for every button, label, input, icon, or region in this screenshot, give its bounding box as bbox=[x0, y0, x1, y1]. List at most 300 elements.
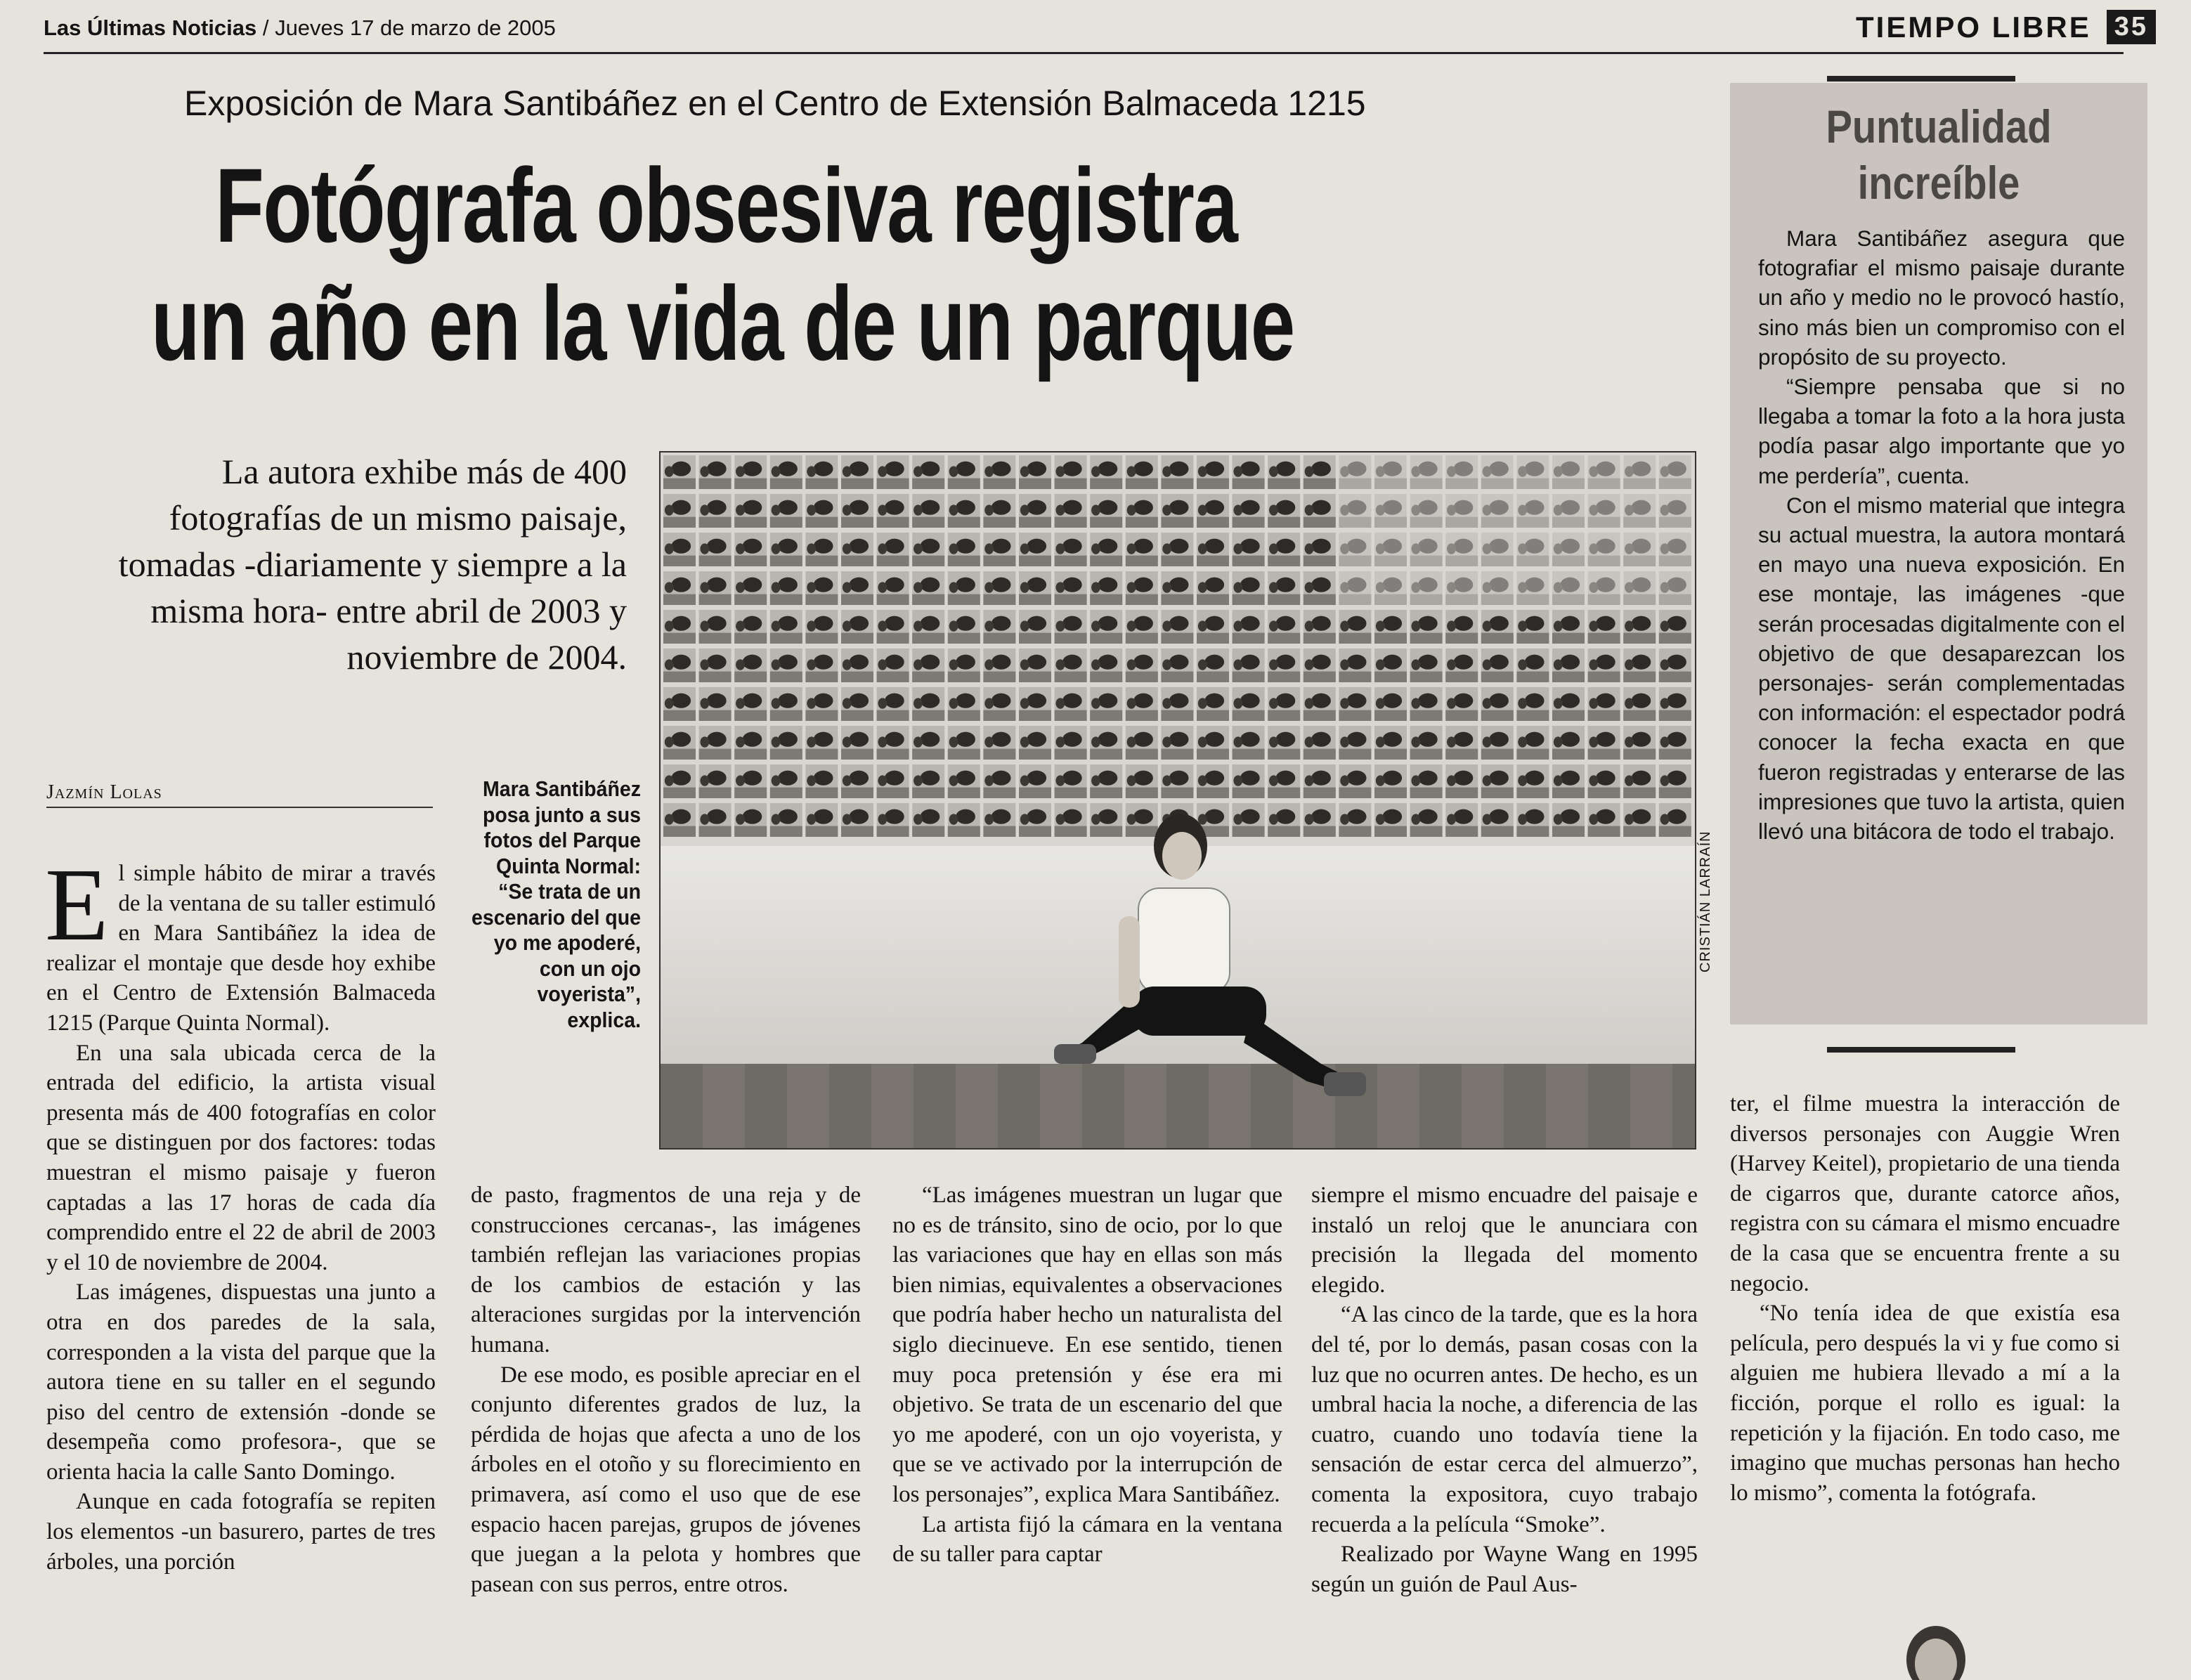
tree-photo-thumbnail bbox=[805, 726, 838, 760]
tree-photo-thumbnail bbox=[1126, 571, 1158, 605]
tree-photo-thumbnail bbox=[1623, 571, 1656, 605]
paragraph: “No tenía idea de que existía esa película, pero después la vi y fue como si alguien me hubiera llevado a mí a la ficción, porque el rollo es igual: la repetición y la fijación. En todo caso, me imagino que muchas personas han hecho lo mismo”, comenta la fotógrafa. bbox=[1730, 1301, 2120, 1506]
tree-photo-thumbnail bbox=[912, 687, 944, 721]
tree-photo-thumbnail bbox=[1659, 649, 1691, 682]
tree-photo-thumbnail bbox=[912, 726, 944, 760]
column-5 bbox=[1730, 1089, 2120, 1508]
tree-photo-thumbnail bbox=[1339, 764, 1371, 798]
tree-photo-thumbnail bbox=[663, 571, 696, 605]
tree-photo-thumbnail bbox=[912, 533, 944, 566]
tree-photo-thumbnail bbox=[699, 764, 732, 798]
tree-photo-thumbnail bbox=[877, 533, 909, 566]
paragraph: Las imágenes, dispuestas una junto a otra en dos paredes de la sala, corresponden a la vista del parque que la autora tiene en su taller en el segundo piso del centro de extensión -donde se desempeña como profesora-, que se orienta hacia la calle Santo Domingo. bbox=[46, 1279, 436, 1485]
tree-photo-thumbnail bbox=[1623, 455, 1656, 489]
tree-photo-thumbnail bbox=[1268, 649, 1300, 682]
tree-photo-thumbnail bbox=[699, 494, 732, 528]
tree-photo-thumbnail bbox=[1588, 533, 1620, 566]
paragraph: ter, el filme muestra la interacción de diversos personajes con Auggie Wren (Harvey Keitel), propietario de una tienda de cigarros que, durante catorce años, registra con su cámara el mismo encuadre de la casa que se encuentra frente a su negocio. bbox=[1730, 1091, 2120, 1296]
paragraph: La artista fijó la cámara en la ventana de su taller para captar bbox=[892, 1511, 1282, 1568]
tree-photo-thumbnail bbox=[805, 610, 838, 644]
tree-photo-thumbnail bbox=[699, 571, 732, 605]
tree-photo-thumbnail bbox=[1481, 571, 1514, 605]
tree-photo-thumbnail bbox=[734, 571, 767, 605]
tree-photo-thumbnail bbox=[1481, 764, 1514, 798]
tree-photo-thumbnail bbox=[1552, 455, 1585, 489]
tree-photo-thumbnail bbox=[1410, 494, 1443, 528]
issue-date: / Jueves 17 de marzo de 2005 bbox=[262, 15, 556, 40]
tree-photo-thumbnail bbox=[983, 764, 1015, 798]
tree-photo-thumbnail bbox=[912, 803, 944, 837]
caption-quote: “Se trata de un escenario del que yo me apoderé, con un ojo voyerista”, explica. bbox=[472, 879, 641, 1032]
tree-photo-thumbnail bbox=[1445, 687, 1478, 721]
tree-photo-thumbnail bbox=[1516, 494, 1549, 528]
tree-photo-thumbnail bbox=[1339, 494, 1371, 528]
tree-photo-thumbnail bbox=[1552, 533, 1585, 566]
tree-photo-thumbnail bbox=[912, 764, 944, 798]
tree-photo-thumbnail bbox=[770, 455, 802, 489]
tree-photo-thumbnail bbox=[948, 610, 980, 644]
tree-photo-thumbnail bbox=[1126, 649, 1158, 682]
tree-photo-thumbnail bbox=[1623, 610, 1656, 644]
tree-photo-thumbnail bbox=[948, 726, 980, 760]
tree-photo-thumbnail bbox=[1197, 726, 1229, 760]
paragraph: siempre el mismo encuadre del paisaje e instaló un reloj que le anunciara con precisión la llegada del momento elegido. bbox=[1311, 1183, 1698, 1298]
tree-photo-thumbnail bbox=[948, 571, 980, 605]
tree-photo-thumbnail bbox=[805, 455, 838, 489]
tree-photo-thumbnail bbox=[1268, 533, 1300, 566]
tree-photo-thumbnail bbox=[1516, 533, 1549, 566]
tree-photo-thumbnail bbox=[805, 803, 838, 837]
masthead bbox=[44, 15, 556, 41]
tree-photo-thumbnail bbox=[1303, 726, 1336, 760]
tree-photo-thumbnail bbox=[1233, 533, 1265, 566]
tree-photo-thumbnail bbox=[912, 610, 944, 644]
tree-photo-thumbnail bbox=[1161, 533, 1193, 566]
tree-photo-thumbnail bbox=[841, 610, 873, 644]
tree-photo-thumbnail bbox=[1126, 533, 1158, 566]
tree-photo-thumbnail bbox=[699, 455, 732, 489]
tree-photo-thumbnail bbox=[663, 494, 696, 528]
tree-photo-thumbnail bbox=[1055, 649, 1087, 682]
tree-photo-thumbnail bbox=[1588, 455, 1620, 489]
tree-photo-thumbnail bbox=[1374, 455, 1407, 489]
column-3 bbox=[892, 1180, 1282, 1570]
byline-rule bbox=[46, 807, 433, 808]
tree-photo-thumbnail bbox=[983, 533, 1015, 566]
tree-photo-thumbnail bbox=[1659, 726, 1691, 760]
tree-photo-thumbnail bbox=[1339, 571, 1371, 605]
tree-photo-thumbnail bbox=[1126, 455, 1158, 489]
sidebar-text bbox=[1758, 223, 2125, 846]
tree-photo-thumbnail bbox=[1552, 649, 1585, 682]
tree-photo-thumbnail bbox=[1268, 764, 1300, 798]
tree-photo-thumbnail bbox=[770, 726, 802, 760]
tree-photo-thumbnail bbox=[805, 571, 838, 605]
tree-photo-thumbnail bbox=[1374, 494, 1407, 528]
tree-photo-thumbnail bbox=[1126, 610, 1158, 644]
tree-photo-thumbnail bbox=[1126, 726, 1158, 760]
tree-photo-thumbnail bbox=[1019, 726, 1051, 760]
paragraph: de pasto, fragmentos de una reja y de construcciones cercanas-, las imágenes también reflejan las variaciones propias de los cambios de estación y las alteraciones surgidas por la intervención humana. bbox=[471, 1183, 861, 1357]
tree-photo-thumbnail bbox=[1233, 455, 1265, 489]
tree-photo-thumbnail bbox=[1516, 764, 1549, 798]
column-2 bbox=[471, 1180, 861, 1599]
tree-photo-thumbnail bbox=[1552, 687, 1585, 721]
sidebar-paragraph: “Siempre pensaba que si no llegaba a tomar la foto a la hora justa podía pasar algo importante que yo me perdería”, cuenta. bbox=[1758, 374, 2125, 488]
tree-photo-thumbnail bbox=[1303, 649, 1336, 682]
tree-photo-thumbnail bbox=[1090, 764, 1122, 798]
tree-photo-thumbnail bbox=[841, 533, 873, 566]
tree-photo-thumbnail bbox=[1552, 571, 1585, 605]
tree-photo-thumbnail bbox=[948, 533, 980, 566]
tree-photo-thumbnail bbox=[983, 494, 1015, 528]
tree-photo-thumbnail bbox=[1090, 571, 1122, 605]
tree-photo-thumbnail bbox=[770, 571, 802, 605]
tree-photo-thumbnail bbox=[983, 455, 1015, 489]
tree-photo-thumbnail bbox=[663, 455, 696, 489]
sidebar-rule-bottom bbox=[1827, 1047, 2015, 1053]
tree-photo-thumbnail bbox=[1268, 726, 1300, 760]
tree-photo-thumbnail bbox=[1481, 649, 1514, 682]
tree-photo-thumbnail bbox=[1623, 687, 1656, 721]
tree-photo-thumbnail bbox=[1410, 455, 1443, 489]
tree-photo-thumbnail bbox=[841, 571, 873, 605]
paragraph: De ese modo, es posible apreciar en el conjunto diferentes grados de luz, la pérdida de hojas que afecta a uno de los árboles en el otoño y su florecimiento en primavera, así como el uso que de ese espacio hacen parejas, grupos de jóvenes que juegan a la pelota y hombres que pasean con sus perros, entre otros. bbox=[471, 1362, 861, 1597]
tree-photo-thumbnail bbox=[1588, 764, 1620, 798]
sidebar-rule-top bbox=[1827, 76, 2015, 82]
tree-photo-thumbnail bbox=[1552, 803, 1585, 837]
tree-photo-thumbnail bbox=[699, 803, 732, 837]
tree-photo-thumbnail bbox=[1126, 687, 1158, 721]
tree-photo-thumbnail bbox=[805, 533, 838, 566]
tree-photo-thumbnail bbox=[1659, 494, 1691, 528]
tree-photo-thumbnail bbox=[1410, 610, 1443, 644]
tree-photo-thumbnail bbox=[912, 649, 944, 682]
tree-photo-thumbnail bbox=[1303, 610, 1336, 644]
paragraph: En una sala ubicada cerca de la entrada del edificio, la artista visual presenta más de 400 fotografías en color que se distinguen por dos factores: todas muestran el mismo paisaje y fueron captadas a las 17 horas de cada día comprendido entre el 22 de abril de 2003 y el 10 de noviembre de 2004. bbox=[46, 1040, 436, 1275]
tree-photo-thumbnail bbox=[805, 687, 838, 721]
tree-photo-thumbnail bbox=[1481, 533, 1514, 566]
tree-photo-thumbnail bbox=[877, 726, 909, 760]
tree-photo-thumbnail bbox=[1445, 764, 1478, 798]
headline-line-2: un año en la vida de un parque bbox=[151, 264, 1294, 382]
tree-photo-thumbnail bbox=[1481, 687, 1514, 721]
tree-photo-thumbnail bbox=[1019, 610, 1051, 644]
tree-photo-thumbnail bbox=[1552, 494, 1585, 528]
tree-photo-thumbnail bbox=[1374, 687, 1407, 721]
section-name: TIEMPO LIBRE bbox=[1856, 10, 2091, 44]
tree-photo-thumbnail bbox=[1161, 764, 1193, 798]
tree-photo-thumbnail bbox=[1445, 494, 1478, 528]
tree-photo-thumbnail bbox=[1090, 687, 1122, 721]
page-number: 35 bbox=[2107, 10, 2156, 44]
tree-photo-thumbnail bbox=[1161, 494, 1193, 528]
tree-photo-thumbnail bbox=[1268, 494, 1300, 528]
tree-photo-thumbnail bbox=[1374, 571, 1407, 605]
tree-photo-thumbnail bbox=[1516, 571, 1549, 605]
tree-photo-thumbnail bbox=[983, 687, 1015, 721]
tree-photo-thumbnail bbox=[1623, 649, 1656, 682]
tree-photo-thumbnail bbox=[1445, 455, 1478, 489]
tree-photo-thumbnail bbox=[1623, 726, 1656, 760]
tree-photo-thumbnail bbox=[770, 494, 802, 528]
tree-photo-thumbnail bbox=[1197, 571, 1229, 605]
tree-photo-thumbnail bbox=[1481, 494, 1514, 528]
tree-photo-thumbnail bbox=[1659, 455, 1691, 489]
tree-photo-thumbnail bbox=[1516, 649, 1549, 682]
tree-photo-thumbnail bbox=[1161, 726, 1193, 760]
tree-photo-thumbnail bbox=[1481, 726, 1514, 760]
tree-photo-thumbnail bbox=[1303, 494, 1336, 528]
tree-photo-thumbnail bbox=[734, 687, 767, 721]
sidebar-paragraph: Mara Santibáñez asegura que fotografiar el mismo paisaje durante un año y medio no le provocó hastío, sino más bien un compromiso con el propósito de su proyecto. bbox=[1758, 226, 2125, 370]
column-4 bbox=[1311, 1180, 1698, 1599]
tree-photo-thumbnail bbox=[1055, 571, 1087, 605]
tree-photo-thumbnail bbox=[1019, 533, 1051, 566]
tree-photo-thumbnail bbox=[1445, 726, 1478, 760]
tree-photo-thumbnail bbox=[734, 533, 767, 566]
tree-photo-thumbnail bbox=[699, 726, 732, 760]
tree-photo-thumbnail bbox=[1552, 726, 1585, 760]
tree-photo-thumbnail bbox=[1019, 687, 1051, 721]
tree-photo-thumbnail bbox=[1268, 610, 1300, 644]
tree-photo-thumbnail bbox=[1339, 726, 1371, 760]
tree-photo-thumbnail bbox=[1090, 610, 1122, 644]
kicker: Exposición de Mara Santibáñez en el Centro de Extensión Balmaceda 1215 bbox=[184, 84, 1366, 123]
tree-photo-thumbnail bbox=[770, 533, 802, 566]
tree-photo-thumbnail bbox=[841, 494, 873, 528]
tree-photo-thumbnail bbox=[1339, 610, 1371, 644]
tree-photo-thumbnail bbox=[1552, 764, 1585, 798]
tree-photo-thumbnail bbox=[1019, 455, 1051, 489]
tree-photo-thumbnail bbox=[877, 610, 909, 644]
tree-photo-thumbnail bbox=[1588, 803, 1620, 837]
tree-photo-thumbnail bbox=[1588, 610, 1620, 644]
tree-photo-thumbnail bbox=[663, 649, 696, 682]
tree-photo-thumbnail bbox=[734, 649, 767, 682]
tree-photo-thumbnail bbox=[948, 803, 980, 837]
tree-photo-thumbnail bbox=[1659, 764, 1691, 798]
tree-photo-thumbnail bbox=[1161, 610, 1193, 644]
tree-photo-thumbnail bbox=[948, 455, 980, 489]
tree-photo-thumbnail bbox=[1659, 687, 1691, 721]
tree-photo-thumbnail bbox=[1623, 494, 1656, 528]
tree-photo-thumbnail bbox=[912, 455, 944, 489]
tree-photo-thumbnail bbox=[1233, 494, 1265, 528]
tree-photo-thumbnail bbox=[1410, 571, 1443, 605]
tree-photo-thumbnail bbox=[1055, 533, 1087, 566]
tree-photo-thumbnail bbox=[1659, 571, 1691, 605]
tree-photo-thumbnail bbox=[1055, 764, 1087, 798]
tree-photo-thumbnail bbox=[841, 726, 873, 760]
tree-photo-thumbnail bbox=[663, 533, 696, 566]
tree-photo-thumbnail bbox=[1019, 803, 1051, 837]
tree-photo-thumbnail bbox=[1588, 687, 1620, 721]
tree-photo-thumbnail bbox=[948, 687, 980, 721]
tree-photo-thumbnail bbox=[1090, 533, 1122, 566]
tree-photo-thumbnail bbox=[734, 803, 767, 837]
tree-photo-thumbnail bbox=[1374, 764, 1407, 798]
tree-photo-thumbnail bbox=[1374, 649, 1407, 682]
tree-photo-thumbnail bbox=[948, 764, 980, 798]
tree-photo-thumbnail bbox=[877, 649, 909, 682]
photo-credit: CRISTIÁN LARRAÍN bbox=[1698, 831, 1713, 972]
tree-photo-thumbnail bbox=[1588, 494, 1620, 528]
tree-photo-thumbnail bbox=[1055, 494, 1087, 528]
tree-photo-thumbnail bbox=[1090, 649, 1122, 682]
tree-photo-thumbnail bbox=[1516, 610, 1549, 644]
tree-photo-thumbnail bbox=[1659, 610, 1691, 644]
artist-figure bbox=[1054, 811, 1405, 1134]
tree-photo-thumbnail bbox=[1659, 533, 1691, 566]
paragraph: “A las cinco de la tarde, que es la hora del té, por lo demás, pasan cosas con la luz que no ocurren antes. De hecho, es un umbral hacia la noche, a diferencia de las cuatro, cuando uno todavía tiene la sensación de estar cerca del almuerzo”, comenta la expositora, cuyo trabajo recuerda a la película “Smoke”. bbox=[1311, 1302, 1698, 1537]
tree-photo-thumbnail bbox=[877, 494, 909, 528]
tree-photo-thumbnail bbox=[805, 649, 838, 682]
tree-photo-thumbnail bbox=[1481, 803, 1514, 837]
tree-photo-thumbnail bbox=[1161, 649, 1193, 682]
tree-photo-thumbnail bbox=[1516, 726, 1549, 760]
paragraph: “Las imágenes muestran un lugar que no es de tránsito, sino de ocio, por lo que las variaciones que hay en ellas son más bien nimias, equivalentes a observaciones que podría haber hecho un naturalista del siglo diecinueve. En ese sentido, tienen muy poca pretensión y ése era mi objetivo. Se trata de un escenario del que yo me apoderé, con un ojo voyerista, y que se ve activado por la interrupción de los personajes”, explica Mara Santibáñez. bbox=[892, 1183, 1282, 1507]
tree-photo-thumbnail bbox=[1268, 687, 1300, 721]
tree-photo-thumbnail bbox=[699, 533, 732, 566]
tree-photo-thumbnail bbox=[1268, 571, 1300, 605]
tree-photo-thumbnail bbox=[1303, 764, 1336, 798]
headline bbox=[151, 146, 1294, 382]
tree-photo-thumbnail bbox=[1197, 764, 1229, 798]
tree-photo-thumbnail bbox=[770, 610, 802, 644]
tree-photo-thumbnail bbox=[663, 764, 696, 798]
tree-photo-thumbnail bbox=[877, 764, 909, 798]
tree-photo-thumbnail bbox=[877, 455, 909, 489]
tree-photo-thumbnail bbox=[1588, 571, 1620, 605]
tree-photo-thumbnail bbox=[1339, 687, 1371, 721]
tree-photo-thumbnail bbox=[1233, 726, 1265, 760]
tree-photo-thumbnail bbox=[1233, 764, 1265, 798]
tree-photo-thumbnail bbox=[841, 649, 873, 682]
tree-photo-thumbnail bbox=[1303, 533, 1336, 566]
tree-photo-thumbnail bbox=[1410, 649, 1443, 682]
tree-photo-thumbnail bbox=[770, 649, 802, 682]
tree-photo-thumbnail bbox=[983, 803, 1015, 837]
tree-photo-thumbnail bbox=[1623, 803, 1656, 837]
sidebar-title-line-1: Puntualidad bbox=[1826, 100, 2052, 152]
tree-photo-thumbnail bbox=[699, 687, 732, 721]
paper-name: Las Últimas Noticias bbox=[44, 15, 257, 40]
tree-photo-thumbnail bbox=[983, 571, 1015, 605]
tree-photo-thumbnail bbox=[805, 764, 838, 798]
tree-photo-thumbnail bbox=[1019, 571, 1051, 605]
tree-photo-thumbnail bbox=[770, 764, 802, 798]
tree-photo-thumbnail bbox=[1303, 455, 1336, 489]
paragraph: El simple hábito de mirar a través de la ventana de su taller estimuló en Mara Santibáñez la idea de realizar el montaje que desde hoy exhibe en el Centro de Extensión Balmaceda 1215 (Parque Quinta Normal). bbox=[45, 847, 436, 1036]
tree-photo-thumbnail bbox=[841, 764, 873, 798]
tree-photo-thumbnail bbox=[948, 649, 980, 682]
headline-line-1: Fotógrafa obsesiva registra bbox=[215, 146, 1237, 264]
tree-photo-thumbnail bbox=[1659, 803, 1691, 837]
tree-photo-thumbnail bbox=[1161, 687, 1193, 721]
tree-photo-thumbnail bbox=[1481, 455, 1514, 489]
tree-photo-thumbnail bbox=[1410, 803, 1443, 837]
tree-photo-thumbnail bbox=[1445, 649, 1478, 682]
tree-photo-thumbnail bbox=[841, 803, 873, 837]
tree-photo-thumbnail bbox=[1552, 610, 1585, 644]
tree-photo-thumbnail bbox=[1410, 764, 1443, 798]
tree-photo-thumbnail bbox=[1197, 494, 1229, 528]
top-rule bbox=[44, 52, 2124, 54]
tree-photo-thumbnail bbox=[1126, 764, 1158, 798]
paragraph: Realizado por Wayne Wang en 1995 según un guión de Paul Aus- bbox=[1311, 1542, 1698, 1597]
tree-photo-thumbnail bbox=[1445, 803, 1478, 837]
tree-photo-thumbnail bbox=[1339, 455, 1371, 489]
tree-photo-thumbnail bbox=[1339, 533, 1371, 566]
exhibition-photo bbox=[659, 451, 1696, 1150]
drop-cap: E bbox=[45, 847, 109, 963]
tree-photo-thumbnail bbox=[1623, 533, 1656, 566]
tree-photo-thumbnail bbox=[877, 687, 909, 721]
tree-photo-thumbnail bbox=[841, 687, 873, 721]
tree-photo-thumbnail bbox=[1161, 571, 1193, 605]
tree-photo-thumbnail bbox=[1019, 494, 1051, 528]
tree-photo-thumbnail bbox=[1516, 455, 1549, 489]
tree-photo-thumbnail bbox=[1516, 803, 1549, 837]
tree-photo-thumbnail bbox=[1410, 687, 1443, 721]
caption-lead: Mara Santibáñez posa junto a sus fotos del Parque Quinta Normal: bbox=[482, 776, 641, 878]
tree-photo-thumbnail bbox=[1197, 610, 1229, 644]
tree-photo-thumbnail bbox=[1445, 610, 1478, 644]
tree-photo-thumbnail bbox=[734, 494, 767, 528]
tree-photo-thumbnail bbox=[1233, 571, 1265, 605]
tree-photo-thumbnail bbox=[1374, 726, 1407, 760]
tree-photo-thumbnail bbox=[1339, 649, 1371, 682]
tree-photo-thumbnail bbox=[912, 494, 944, 528]
sidebar-title bbox=[1762, 98, 2117, 211]
tree-photo-thumbnail bbox=[1445, 571, 1478, 605]
sidebar-title-line-2: increíble bbox=[1857, 157, 2020, 209]
tree-photo-thumbnail bbox=[1516, 687, 1549, 721]
section-header bbox=[1856, 10, 2156, 44]
author-portrait bbox=[1897, 1617, 1975, 1680]
photo-caption bbox=[465, 776, 641, 1033]
tree-photo-thumbnail bbox=[805, 494, 838, 528]
tree-photo-thumbnail bbox=[1233, 649, 1265, 682]
tree-photo-thumbnail bbox=[983, 649, 1015, 682]
tree-photo-thumbnail bbox=[734, 610, 767, 644]
tree-photo-thumbnail bbox=[1019, 764, 1051, 798]
tree-photo-thumbnail bbox=[877, 803, 909, 837]
tree-photo-thumbnail bbox=[699, 610, 732, 644]
tree-photo-thumbnail bbox=[1588, 649, 1620, 682]
tree-photo-thumbnail bbox=[1623, 764, 1656, 798]
tree-photo-thumbnail bbox=[1303, 571, 1336, 605]
tree-photo-thumbnail bbox=[1588, 726, 1620, 760]
tree-photo-thumbnail bbox=[1197, 533, 1229, 566]
tree-photo-thumbnail bbox=[1481, 610, 1514, 644]
tree-photo-thumbnail bbox=[1019, 649, 1051, 682]
tree-photo-thumbnail bbox=[663, 687, 696, 721]
tree-photo-thumbnail bbox=[1090, 726, 1122, 760]
tree-photo-thumbnail bbox=[1197, 649, 1229, 682]
sidebar-paragraph: Con el mismo material que integra su actual muestra, la autora montará en mayo una nueva exposición. En ese montaje, las imágenes -que serán procesadas digitalmente con el objetivo de que desaparezcan los personajes- serán complementadas con información: el espectador podrá conocer la fecha exacta en que fueron registradas y enterarse de las impresiones que tuvo la artista, quien llevó una bitácora de todo el trabajo. bbox=[1758, 492, 2125, 845]
tree-photo-thumbnail bbox=[1268, 455, 1300, 489]
column-1 bbox=[45, 847, 436, 1577]
tree-photo-thumbnail bbox=[1233, 610, 1265, 644]
tree-photo-thumbnail bbox=[734, 455, 767, 489]
tree-photo-thumbnail bbox=[663, 726, 696, 760]
tree-photo-thumbnail bbox=[1090, 455, 1122, 489]
tree-photo-thumbnail bbox=[841, 455, 873, 489]
tree-photo-thumbnail bbox=[1126, 494, 1158, 528]
deck: La autora exhibe más de 400 fotografías de un mismo paisaje, tomadas -diariamente y siempre a la misma hora- entre abril de 2003 y noviembre de 2004. bbox=[118, 452, 627, 677]
